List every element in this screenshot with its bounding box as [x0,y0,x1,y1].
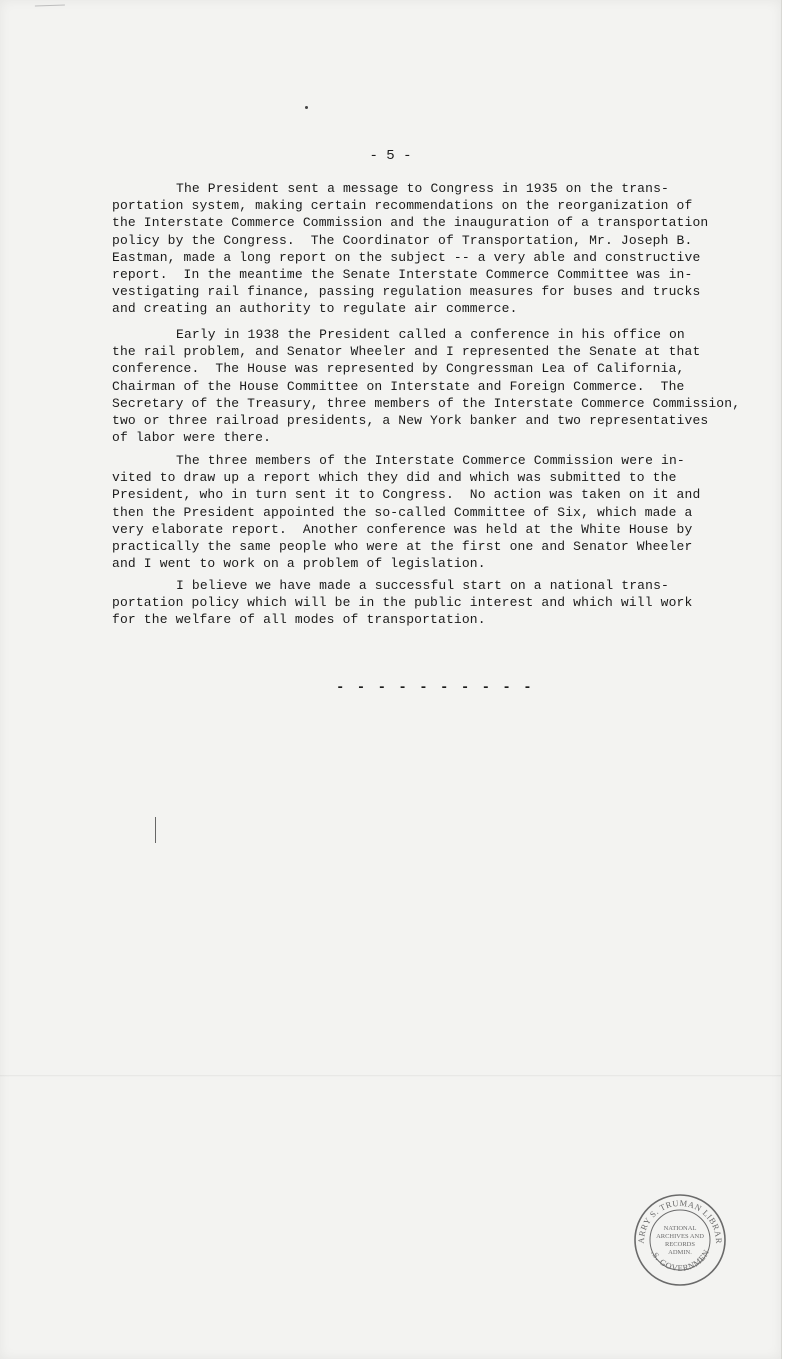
text-line: very elaborate report. Another conference was held at the White House by [112,521,693,537]
paragraph-2 [112,326,752,446]
text-line: of labor were there. [112,430,272,446]
section-separator: - - - - - - - - - - [336,680,534,696]
text-line: vited to draw up a report which they did and which was submitted to the [112,470,677,486]
paper-fold [0,1075,781,1077]
text-line: the Interstate Commerce Commission and the inauguration of a transportation [112,215,709,231]
ink-dot [305,106,308,109]
text-line: and creating an authority to regulate air commerce. [112,301,518,317]
corner-scribble [35,4,65,12]
text-line: then the President appointed the so-called Committee of Six, which made a [112,504,693,520]
text-line: and I went to work on a problem of legislation. [112,556,486,572]
paragraph-3 [112,452,752,572]
text-line: Chairman of the House Committee on Interstate and Foreign Commerce. The [112,378,685,394]
paragraph-1 [112,180,752,318]
stamp-inner-line: ARCHIVES AND [656,1233,704,1240]
page-number: - 5 - [369,148,412,164]
stamp-inner-line: ADMIN. [668,1249,692,1256]
text-line: I believe we have made a successful start on a national trans- [176,578,669,593]
text-line: Secretary of the Treasury, three members of the Interstate Commerce Commission, [112,395,741,411]
text-line: conference. The House was represented by Congressman Lea of California, [112,361,685,377]
archive-stamp-icon [630,1190,730,1290]
text-line: policy by the Congress. The Coordinator of Transportation, Mr. Joseph B. [112,232,693,248]
text-line: President, who in turn sent it to Congress. No action was taken on it and [112,487,701,503]
stamp-outer-text: ARRY S. TRUMAN LIBRAR [635,1197,725,1244]
text-line: report. In the meantime the Senate Interstate Commerce Committee was in- [112,267,693,283]
text-line: vestigating rail finance, passing regulation measures for buses and trucks [112,284,701,300]
text-line: the rail problem, and Senator Wheeler and I represented the Senate at that [112,344,701,360]
stamp-inner-line: RECORDS [665,1241,695,1248]
archive-stamp [630,1190,730,1290]
text-line: Early in 1938 the President called a conference in his office on [176,327,685,342]
text-line: The three members of the Interstate Commerce Commission were in- [176,453,685,468]
text-line: portation system, making certain recommendations on the reorganization of [112,198,693,214]
text-line: portation policy which will be in the public interest and which will work [112,595,693,611]
text-line: Eastman, made a long report on the subject -- a very able and constructive [112,249,701,265]
stamp-bottom-text: .S. GOVERNMEN [649,1247,712,1273]
text-line: practically the same people who were at the first one and Senator Wheeler [112,539,693,555]
text-line: two or three railroad presidents, a New York banker and two representatives [112,413,709,429]
page-edge [781,0,799,1359]
pencil-mark [155,817,156,843]
stamp-inner-line: NATIONAL [663,1225,697,1232]
paragraph-4 [112,577,752,629]
text-line: The President sent a message to Congress in 1935 on the trans- [176,181,669,196]
text-line: for the welfare of all modes of transportation. [112,612,486,628]
